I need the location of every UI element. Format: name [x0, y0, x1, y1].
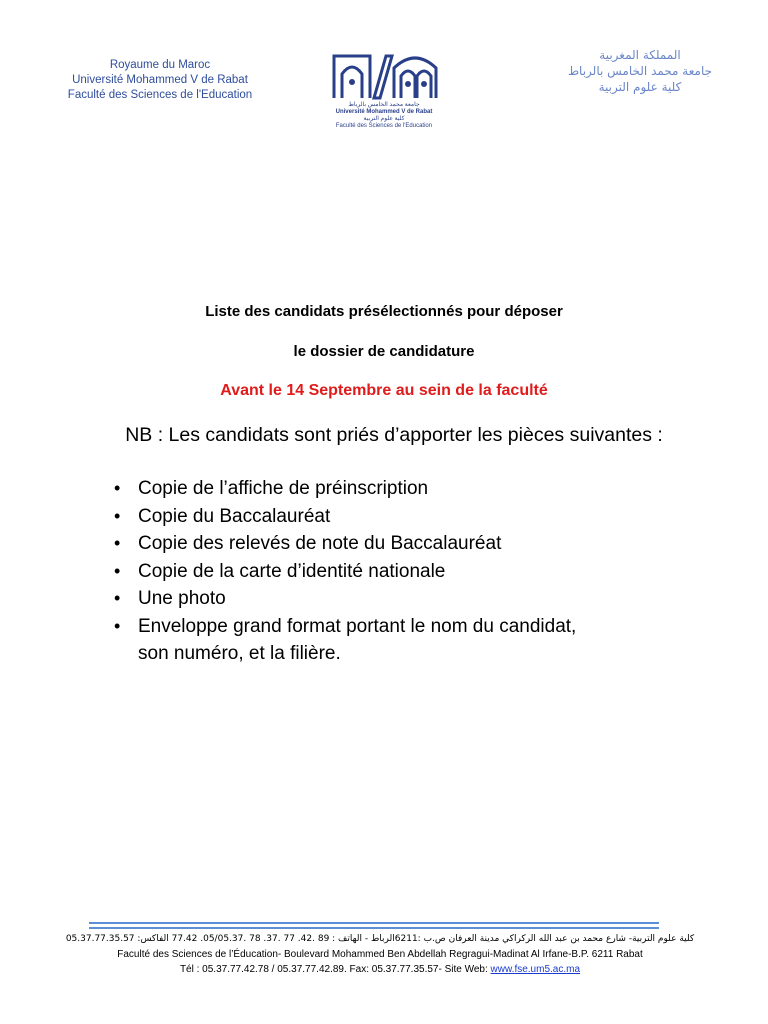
- footer-divider-bottom: [89, 927, 659, 929]
- list-item-text: Enveloppe grand format portant le nom du candidat,: [138, 615, 577, 637]
- header-faculty-ar: كلية علوم التربية: [598, 80, 682, 94]
- header-kingdom: Royaume du Maroc: [109, 59, 211, 71]
- footer-address: Faculté des Sciences de l’Éducation- Boulevard Mohammed Ben Abdellah Regragui-Madinat Al Irfane-B.P. 6211 Rabat: [117, 949, 643, 960]
- logo-arabic-faculty: كلية علوم التربية: [363, 116, 405, 122]
- list-item-text: Une photo: [138, 588, 226, 609]
- footer-contact-text: Tél : 05.37.77.42.78 / 05.37.77.42.89. Fax: 05.37.77.35.57- Site Web:: [179, 964, 491, 975]
- logo-faculty: Faculté des Sciences de l'Education: [335, 123, 433, 129]
- header-arabic: [540, 47, 740, 95]
- list-item: [113, 558, 576, 586]
- list-item: [113, 613, 576, 668]
- bullet-icon: •: [114, 588, 121, 608]
- bullet-icon: •: [114, 505, 121, 526]
- logo-university: Université Mohammed V de Rabat: [335, 109, 433, 115]
- bullet-icon: •: [114, 615, 121, 636]
- header-faculty: Faculté des Sciences de l'Education: [67, 89, 253, 101]
- list-item-text: Copie de l’affiche de préinscription: [138, 478, 429, 499]
- footer-divider-top: [89, 922, 659, 924]
- university-logo: [326, 44, 442, 134]
- list-item: [113, 503, 576, 531]
- footer-arabic-address: كلية علوم التربية- شارع محمد بن عبد الله الركراكي مدينة العرفان ص.ب :6211الرباط - الهاتف : 89 .42. 77 .37. 78 .05/05.37. 77.42 الفاكس: 05.37.77.35.57: [65, 934, 695, 944]
- nb-instruction: NB : Les candidats sont priés d’apporter les pièces suivantes :: [125, 424, 663, 446]
- list-item-text-continued: son numéro, et la filière.: [138, 643, 341, 664]
- deadline-notice: Avant le 14 Septembre au sein de la faculté: [220, 382, 548, 399]
- list-item: [113, 530, 576, 558]
- required-documents-list: [113, 475, 576, 668]
- list-item: [113, 475, 576, 503]
- header-university-ar: جامعة محمد الخامس بالرباط: [567, 64, 713, 78]
- header-kingdom-ar: المملكة المغربية: [599, 48, 681, 62]
- announcement-line-2: le dossier de candidature: [293, 343, 475, 360]
- website-link[interactable]: www.fse.um5.ac.ma: [490, 964, 581, 975]
- bullet-icon: •: [114, 560, 121, 581]
- bullet-icon: •: [114, 478, 121, 498]
- header-university: Université Mohammed V de Rabat: [72, 74, 248, 86]
- footer-contact: [60, 963, 700, 977]
- list-item: [113, 585, 576, 613]
- bullet-icon: •: [114, 533, 121, 553]
- list-item-text: Copie de la carte d’identité nationale: [138, 560, 446, 582]
- logo-arabic-university: جامعة محمد الخامس بالرباط: [348, 102, 420, 108]
- announcement-line-1: Liste des candidats présélectionnés pour déposer: [205, 303, 563, 320]
- header-french: [40, 58, 280, 103]
- university-logo-icon: [326, 44, 442, 102]
- list-item-text: Copie des relevés de note du Baccalauréat: [138, 533, 502, 554]
- list-item-text: Copie du Baccalauréat: [138, 505, 331, 527]
